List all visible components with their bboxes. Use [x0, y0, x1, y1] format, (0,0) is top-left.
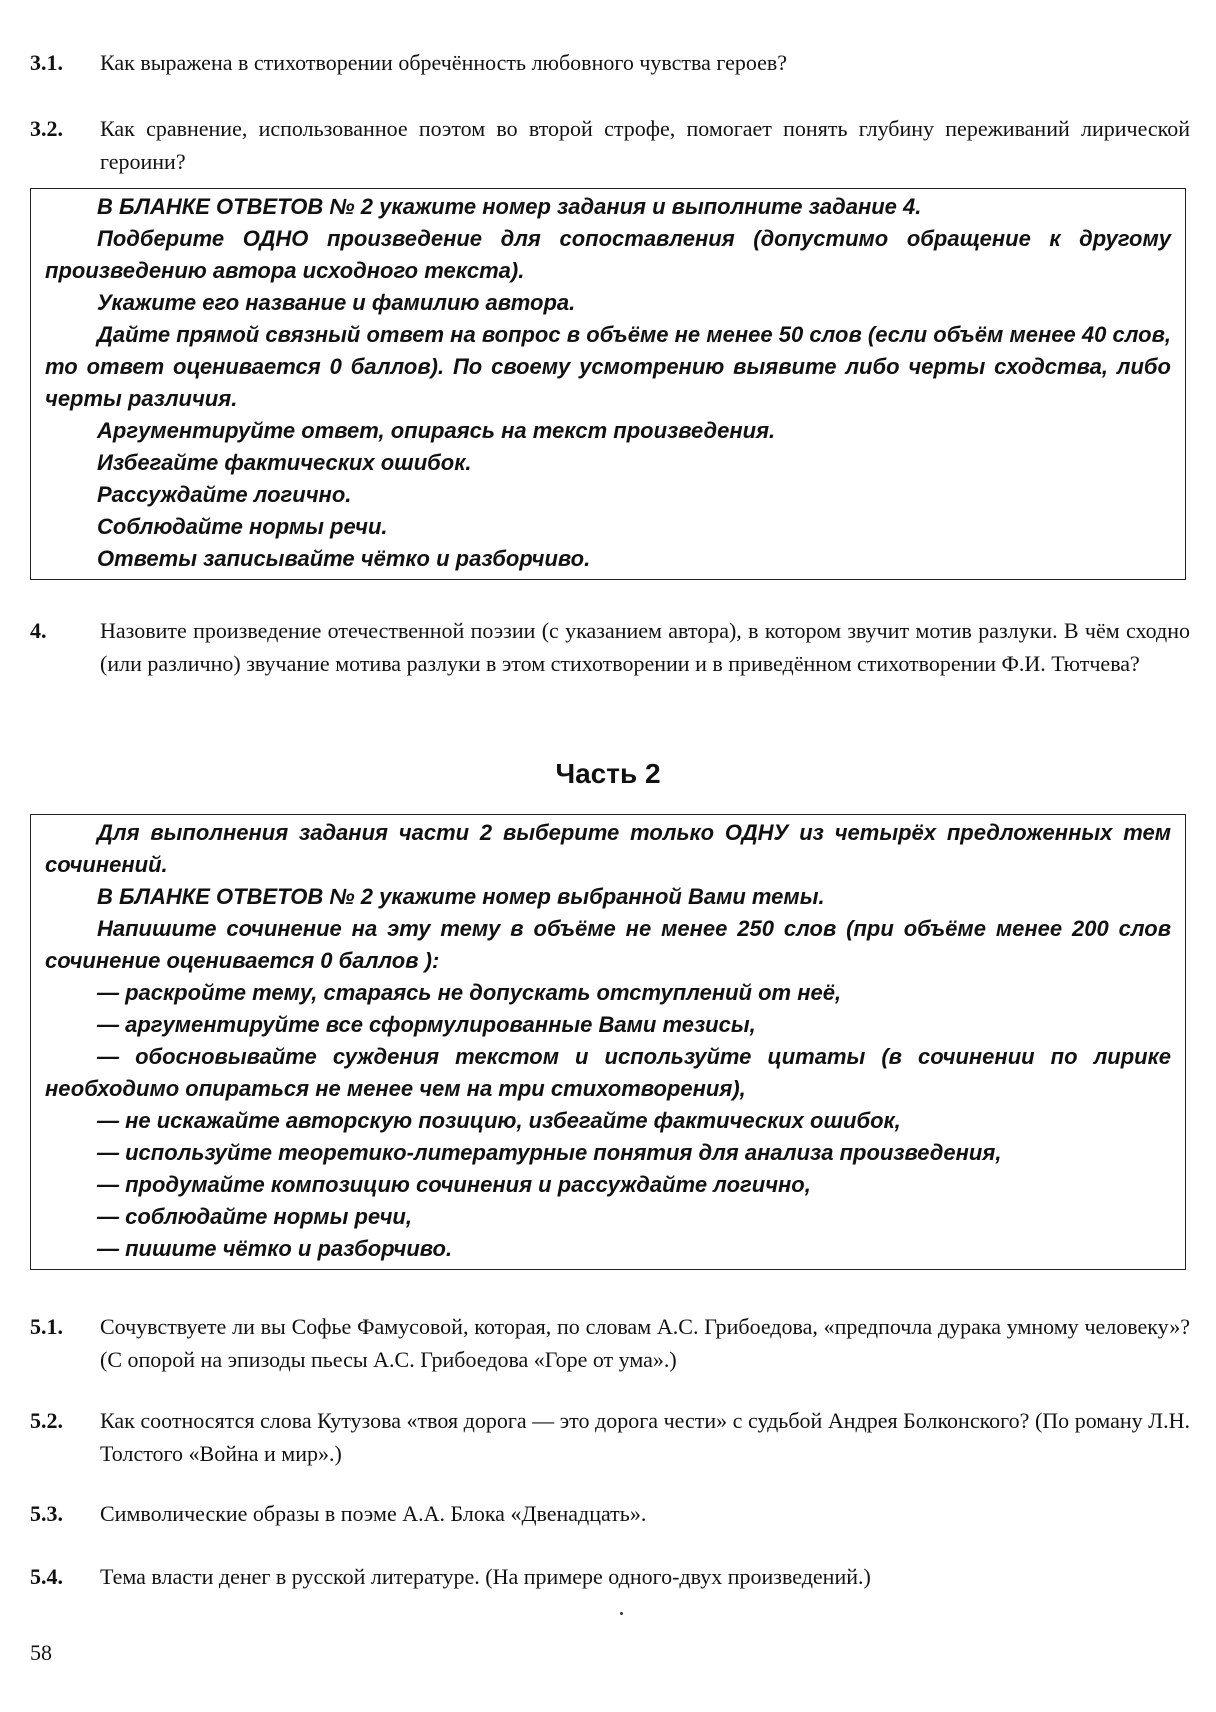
- instruction-line: — не искажайте авторскую позицию, избегайте фактических ошибок,: [97, 1108, 901, 1133]
- instruction-line: Ответы записывайте чётко и разборчиво.: [97, 546, 591, 571]
- question-text: Назовите произведение отечественной поэзии (с указанием автора), в котором звучит мотив разлуки. В чём сходно (или различно) звучание мотива разлуки в этом стихотворении и в приведённом стихотворении Ф.И. Тютчева?: [100, 618, 1190, 676]
- question-5-1: [30, 1310, 1190, 1376]
- instruction-line: — используйте теоретико-литературные понятия для анализа произведения,: [97, 1140, 1002, 1165]
- instruction-line: Дайте прямой связный ответ на вопрос в объёме не менее 50 слов (если объём менее 40 слов, то ответ оценивается 0 баллов). По своему усмотрению выявите либо черты сходства, либо черты различия.: [45, 322, 1171, 411]
- question-number: 4.: [30, 618, 47, 643]
- instruction-box-task4: [30, 188, 1186, 580]
- instruction-box-part2: [30, 814, 1186, 1270]
- question-3-1: [30, 46, 1190, 79]
- instruction-line: — соблюдайте нормы речи,: [97, 1204, 412, 1229]
- question-text: Как соотносятся слова Кутузова «твоя дорога — это дорога чести» с судьбой Андрея Болконского? (По роману Л.Н. Толстого «Война и мир».): [100, 1408, 1190, 1466]
- instruction-line: Соблюдайте нормы речи.: [97, 514, 388, 539]
- instruction-line: — обосновывайте суждения текстом и используйте цитаты (в сочинении по лирике необходимо опираться не менее чем на три стихотворения),: [45, 1044, 1171, 1101]
- question-text: Символические образы в поэме А.А. Блока «Двенадцать».: [100, 1501, 647, 1526]
- question-5-2: [30, 1404, 1190, 1470]
- question-number: 5.2.: [30, 1408, 63, 1433]
- question-3-2: [30, 112, 1190, 178]
- question-number: 5.3.: [30, 1501, 63, 1526]
- instruction-line: — раскройте тему, стараясь не допускать отступлений от неё,: [97, 980, 842, 1005]
- instruction-line: В БЛАНКЕ ОТВЕТОВ № 2 укажите номер выбранной Вами темы.: [97, 884, 825, 909]
- instruction-line: — аргументируйте все сформулированные Вами тезисы,: [97, 1012, 756, 1037]
- instruction-line: В БЛАНКЕ ОТВЕТОВ № 2 укажите номер задания и выполните задание 4.: [97, 194, 922, 219]
- question-text: Как сравнение, использованное поэтом во второй строфе, помогает понять глубину переживаний лирической героини?: [100, 116, 1190, 174]
- question-text: Сочувствуете ли вы Софье Фамусовой, которая, по словам А.С. Грибоедова, «предпочла дурака умному человеку»? (С опорой на эпизоды пьесы А.С. Грибоедова «Горе от ума».): [100, 1314, 1190, 1372]
- question-number: 3.2.: [30, 116, 63, 141]
- part-2-title: Часть 2: [555, 758, 661, 789]
- question-text: Как выражена в стихотворении обречённость любовного чувства героев?: [100, 50, 788, 75]
- question-number: 5.4.: [30, 1564, 63, 1589]
- instruction-line: Избегайте фактических ошибок.: [97, 450, 472, 475]
- instruction-line: Напишите сочинение на эту тему в объёме не менее 250 слов (при объёме менее 200 слов сочинение оценивается 0 баллов ):: [45, 916, 1171, 973]
- question-number: 3.1.: [30, 50, 63, 75]
- print-speck: [620, 1612, 623, 1615]
- question-4: [30, 614, 1190, 680]
- page-number: 58: [30, 1640, 52, 1665]
- instruction-line: Подберите ОДНО произведение для сопоставления (допустимо обращение к другому произведению автора исходного текста).: [45, 226, 1171, 283]
- instruction-line: Укажите его название и фамилию автора.: [97, 290, 576, 315]
- instruction-line: Рассуждайте логично.: [97, 482, 352, 507]
- question-text: Тема власти денег в русской литературе. (На примере одного-двух произведений.): [100, 1564, 871, 1589]
- instruction-line: Аргументируйте ответ, опираясь на текст произведения.: [97, 418, 776, 443]
- instruction-line: Для выполнения задания части 2 выберите только ОДНУ из четырёх предложенных тем сочинений.: [45, 820, 1171, 877]
- instruction-line: — пишите чётко и разборчиво.: [97, 1236, 453, 1261]
- instruction-line: — продумайте композицию сочинения и рассуждайте логично,: [97, 1172, 811, 1197]
- question-5-3: [30, 1497, 1190, 1530]
- question-5-4: [30, 1560, 1190, 1593]
- question-number: 5.1.: [30, 1314, 63, 1339]
